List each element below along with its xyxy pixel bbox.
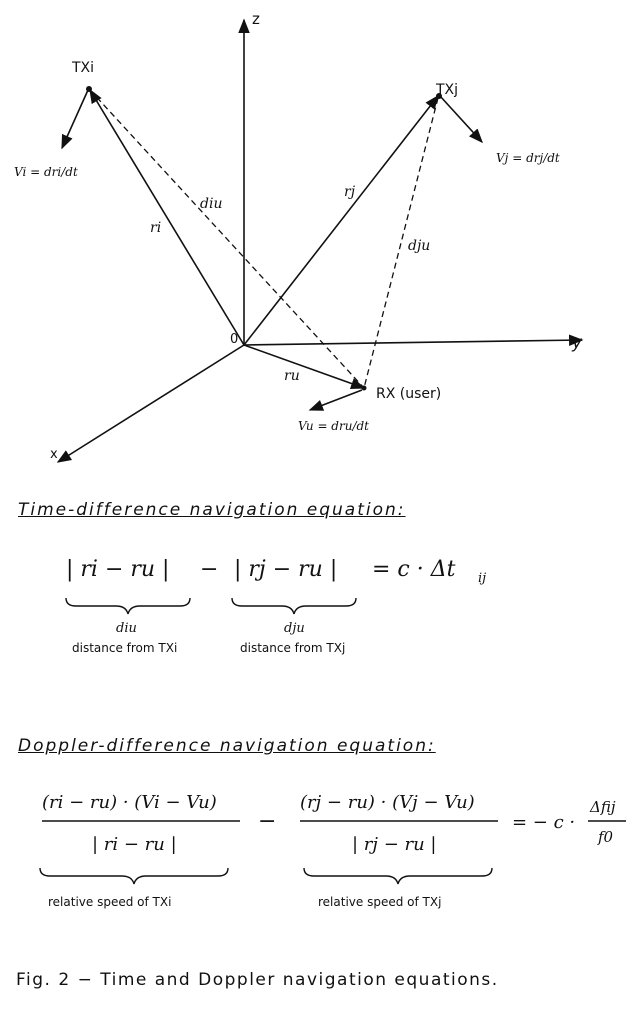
time-eq-brace-a-symbol: diu — [116, 621, 137, 636]
rx-dot — [362, 386, 367, 391]
doppler-eq-denominator-b: | rj − ru | — [352, 834, 437, 855]
r-j-vector — [244, 96, 438, 345]
time-eq-rhs-subscript: ij — [478, 571, 487, 586]
r-i-label: ri — [150, 220, 162, 236]
r-j-label: rj — [344, 184, 356, 200]
tx-j-label: TXj — [436, 82, 459, 98]
v-u-label: Vu = dru/dt — [298, 419, 370, 433]
doppler-eq-denominator-a: | ri − ru | — [92, 834, 177, 855]
doppler-equation — [40, 792, 626, 909]
time-eq-minus: − — [200, 557, 219, 582]
figure-caption: Fig. 2 − Time and Doppler navigation equations. — [16, 970, 499, 990]
doppler-eq-minus: − — [258, 809, 277, 834]
time-eq-term-b: | rj − ru | — [234, 557, 338, 582]
y-axis-label: y — [572, 333, 583, 353]
time-eq-brace-a-text: distance from TXi — [72, 641, 178, 655]
time-eq-term-a: | ri − ru | — [66, 557, 170, 582]
doppler-eq-numerator-a: (ri − ru) · (Vi − Vu) — [42, 792, 217, 813]
x-axis — [58, 345, 244, 462]
doppler-eq-numerator-b: (rj − ru) · (Vj − Vu) — [300, 792, 475, 813]
r-u-label: ru — [284, 368, 300, 384]
d-iu-line — [90, 90, 364, 388]
axes — [58, 20, 582, 462]
doppler-eq-brace-b-text: relative speed of TXj — [318, 895, 442, 909]
time-eq-brace-b-symbol: dju — [284, 621, 305, 636]
v-i-label: Vi = dri/dt — [14, 165, 78, 179]
z-axis-label: z — [252, 10, 260, 28]
time-eq-brace-b — [232, 598, 356, 614]
doppler-eq-brace-a — [40, 868, 228, 884]
doppler-eq-rhs-denominator: f0 — [598, 828, 614, 846]
doppler-eq-brace-b — [304, 868, 492, 884]
doppler-eq-rhs-numerator: Δfij — [590, 798, 616, 816]
v-u-vector — [310, 390, 362, 410]
r-u-vector — [244, 345, 364, 388]
time-eq-heading: Time-difference navigation equation: — [18, 500, 406, 520]
doppler-eq-heading: Doppler-difference navigation equation: — [18, 736, 436, 756]
v-i-vector — [62, 90, 88, 148]
doppler-eq-rhs: = − c · — [512, 812, 576, 833]
origin-label: 0 — [230, 332, 239, 347]
r-i-vector — [90, 90, 244, 345]
rx-label: RX (user) — [376, 386, 442, 402]
doppler-eq-brace-a-text: relative speed of TXi — [48, 895, 172, 909]
time-equation — [66, 557, 486, 655]
d-ju-label: dju — [408, 238, 431, 254]
tx-i-label: TXi — [72, 60, 95, 76]
y-axis — [244, 340, 582, 345]
tx-i-dot — [86, 86, 92, 92]
time-eq-brace-b-text: distance from TXj — [240, 641, 346, 655]
time-eq-rhs: = c · Δt — [372, 557, 456, 582]
d-iu-label: diu — [200, 196, 223, 212]
v-j-vector — [440, 96, 482, 142]
x-axis-label: x — [50, 447, 58, 462]
time-eq-brace-a — [66, 598, 190, 614]
v-j-label: Vj = drj/dt — [496, 151, 560, 165]
